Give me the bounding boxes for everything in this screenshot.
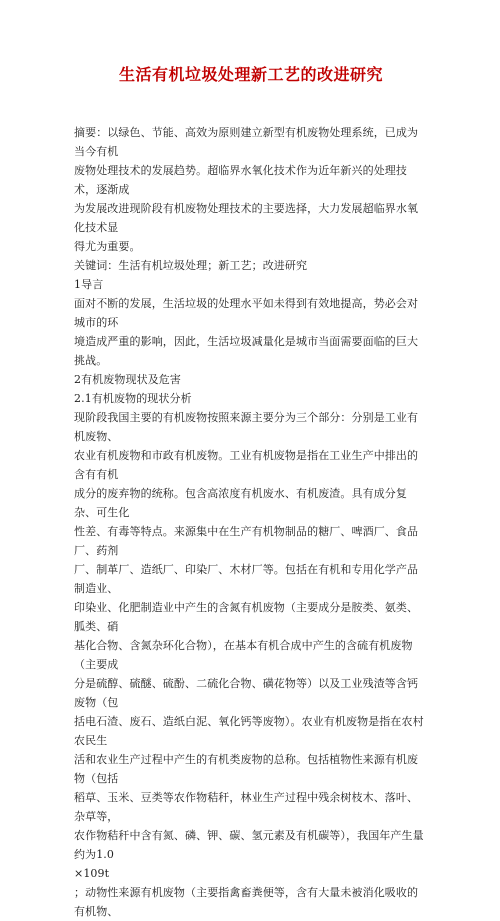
keywords-line: 关键词：生活有机垃圾处理；新工艺；改进研究 [74,259,308,272]
introduction-paragraph: 面对不断的发展，生活垃圾的处理水平如未得到有效地提高，势必会对城市的环 境造成严重的影响，因此，生活垃圾减量化是城市当面需要面临的巨大挑战。 [74,297,419,367]
document-body [74,123,428,921]
page-title: 生活有机垃圾处理新工艺的改进研究 [118,65,383,84]
abstract-paragraph: 摘要：以绿色、节能、高效为原则建立新型有机废物处理系统，已成为当今有机 废物处理技术的发展趋势。超临界水氧化技术作为近年新兴的处理技术，逐渐成 为发展改进现阶段有机废物处理技术的主要选择，大力发展超临界水氧化技术显 得尤为重要。 [74,126,419,253]
status-analysis-paragraph: 现阶段我国主要的有机废物按照来源主要分为三个部分：分别是工业有机废物、 农业有机废物和市政有机废物。工业有机废物是指在工业生产中排出的含有有机 成分的废弃物的统称。包含高浓度有机废水、有机废渣。具有成分复杂、可生化 性差、有毒等特点。来源集中在生产有机物制品的糖厂、啤酒厂、食品厂、药剂 厂、制革厂、造纸厂、印染厂、木材厂等。包括在有机和专用化学产品制造业、 印染业、化肥制造业中产生的含氮有机废物（主要成分是胺类、氨类、胍类、硝 基化合物、含氮杂环化合物），在基本有机合成中产生的含硫有机废物（主要成 分是硫醇、硫醚、硫酚、二硫化合物、磺花物等）以及工业残渣等含钙废物（包 括电石渣、废石、造纸白泥、氧化钙等废物）。农业有机废物是指在农村农民生 活和农业生产过程中产生的有机类废物的总称。包括植物性来源有机废物（包括 稻草、玉米、豆类等农作物秸秆，林业生产过程中残余树枝木、落叶、杂草等， 农作物秸秆中含有氮、磷、钾、碳、氢元素及有机碳等），我国年产生量约为1.0 ×109t ；动物性来源有机废物（主要指禽畜粪便等，含有大量未被消化吸收的有机物、 [74,411,424,918]
section-heading-organic-waste: 2有机废物现状及危害 [74,373,181,386]
subsection-heading-status-analysis: 2.1有机废物的现状分析 [74,392,192,405]
section-heading-introduction: 1导言 [74,278,104,291]
